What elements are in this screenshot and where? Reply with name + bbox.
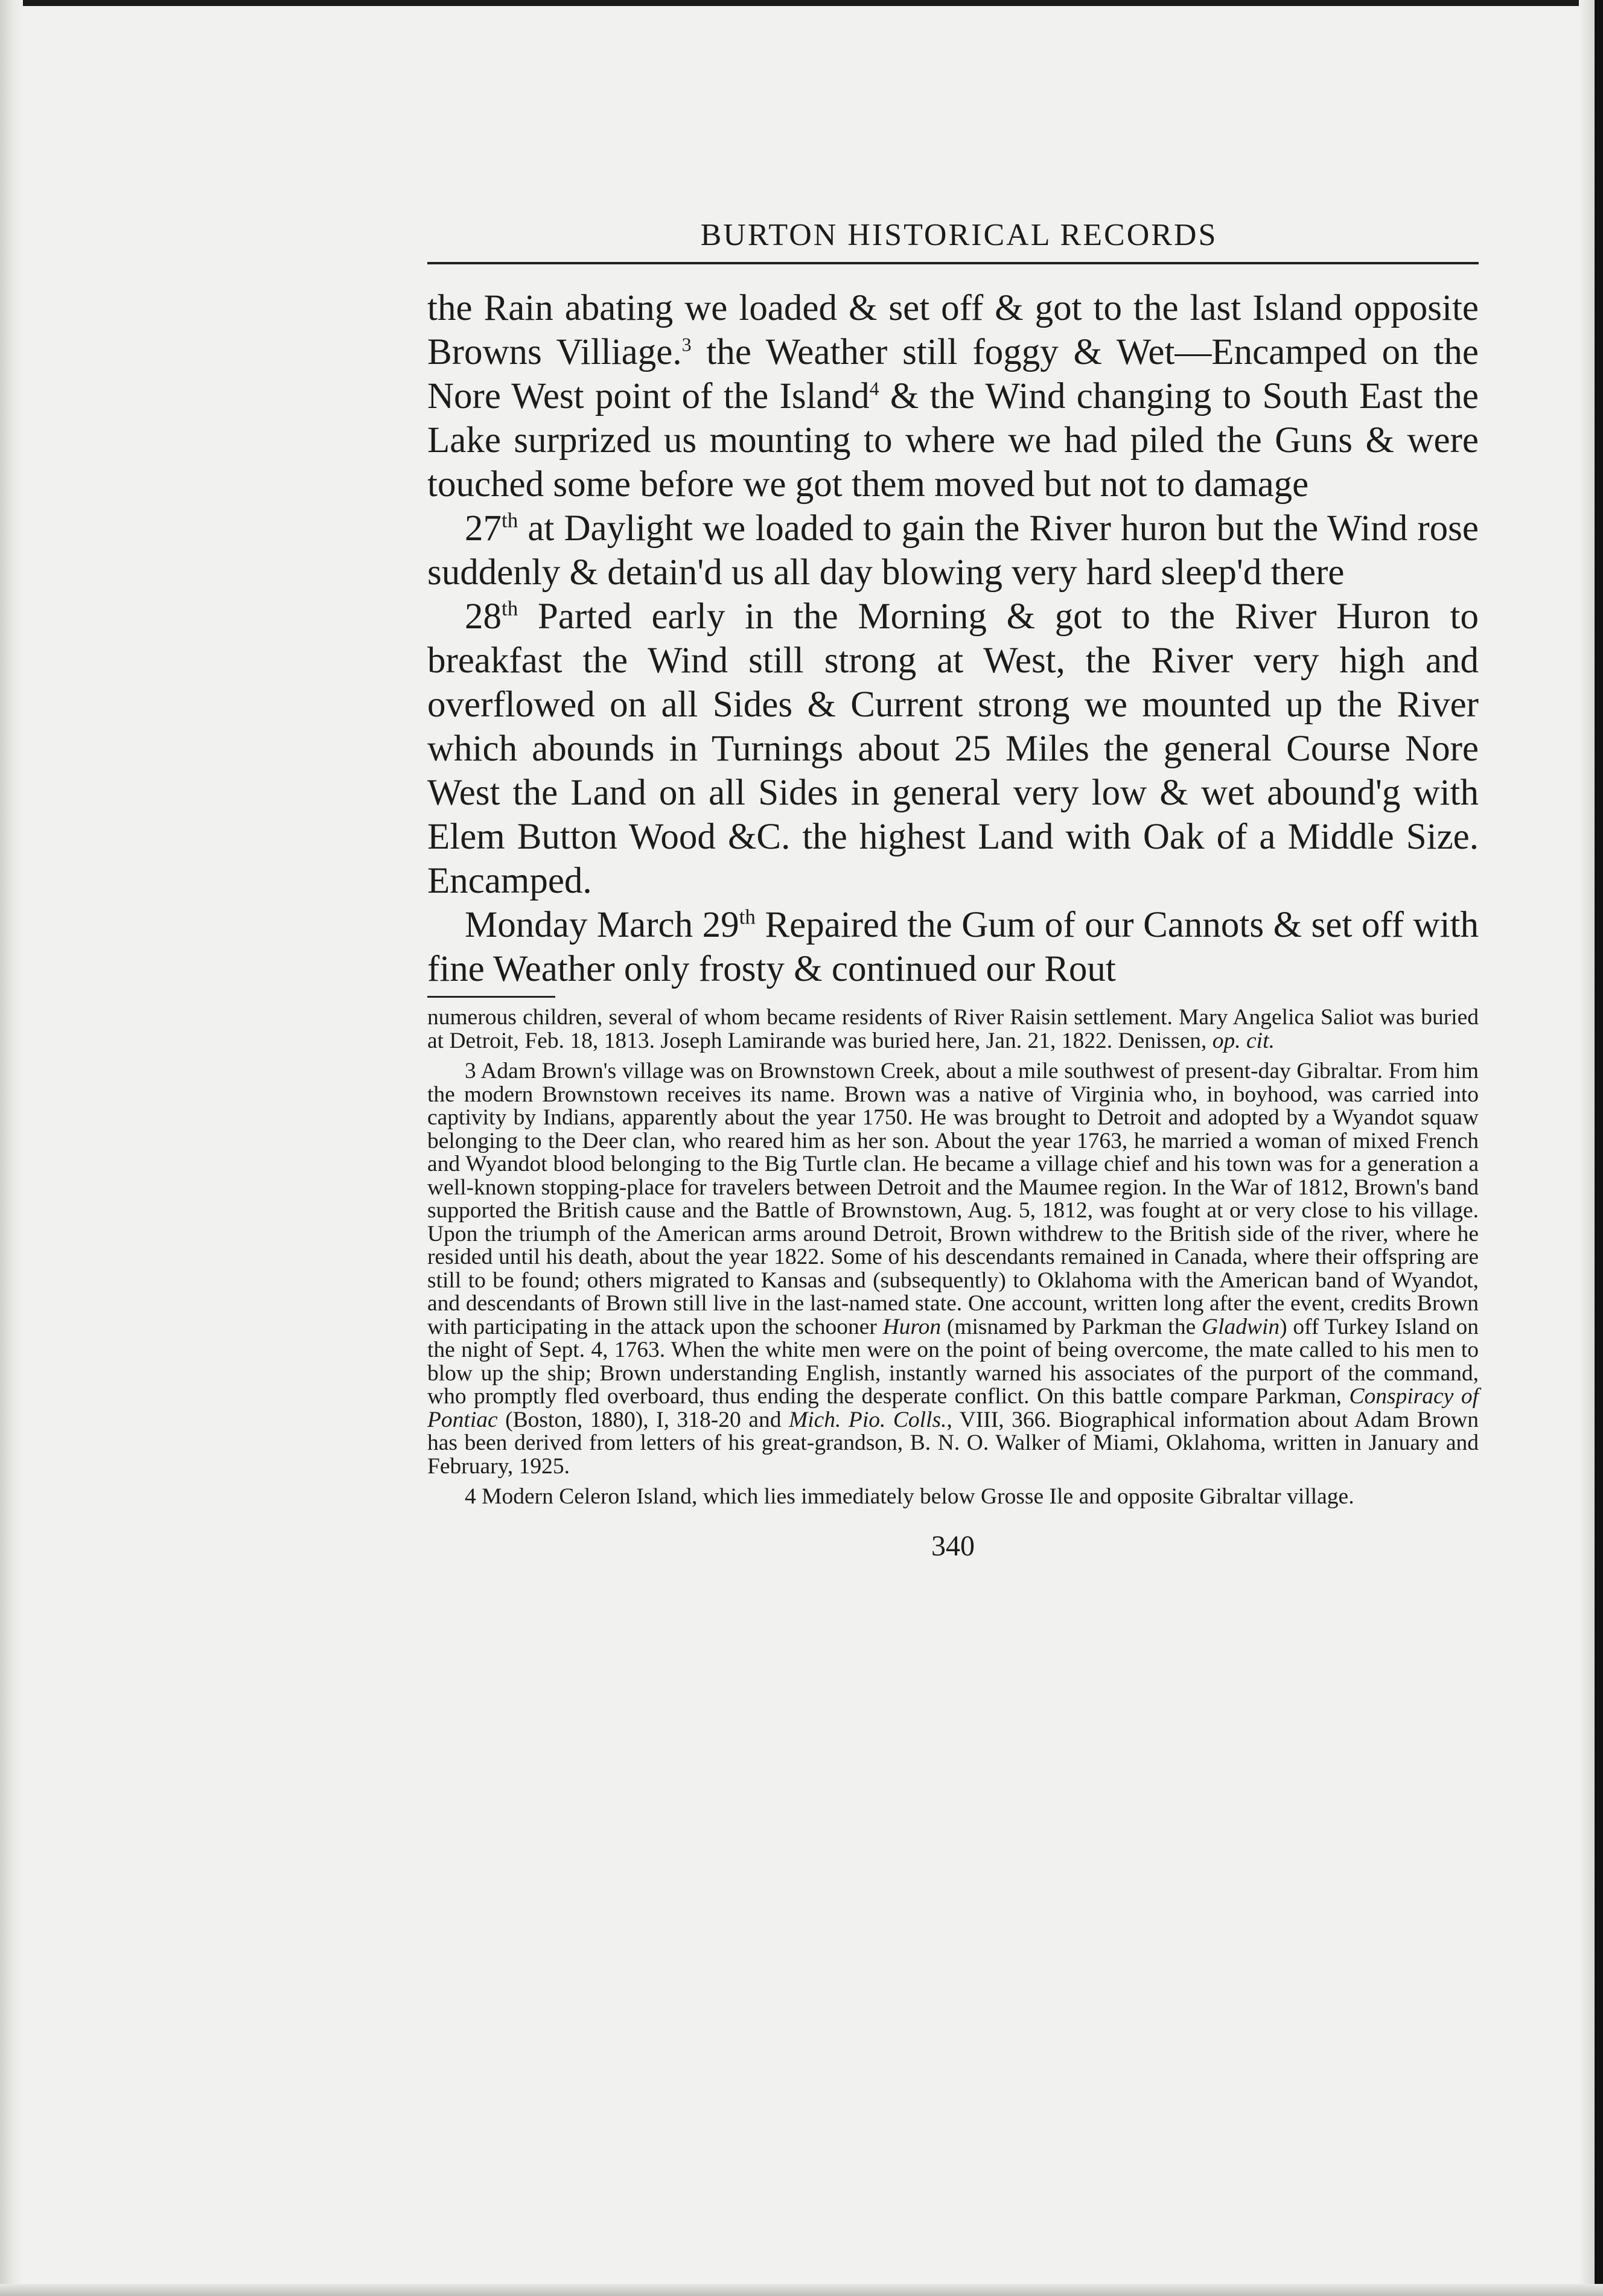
ordinal-suffix: th [739,905,756,929]
page-left-edge [0,0,23,2296]
footnote-4: 4 Modern Celeron Island, which lies immediately below Grosse Ile and opposite Gibraltar village. [465,1484,1354,1509]
book-title-italic: Mich. Pio. Colls. [788,1407,947,1432]
footnote-text-span: 3 Adam Brown's village was on Brownstown Creek, about a mile southwest of present-day Gibraltar. From him the modern Brownstown receives its name. Brown was a native of Virginia who, in boyhood, was carried into captivity by Indians, apparently about the year 1750. He was brought to Detroit and adopted by a Wyandot squaw belonging to the Deer clan, who reared him as her son. About the year 1763, he married a woman of mixed French and Wyandot blood belonging to the Big Turtle clan. He became a village chief and his town was for a generation a well-known stopping-place for travelers between Detroit and the Maumee region. In the War of 1812, Brown's band supported the British cause and the Battle of Brownstown, Aug. 5, 1812, was fought at or very close to his village. Upon the triumph of the American arms around Detroit, Brown withdrew to the British side of the river, where he resided until his death, about the year 1822. Some of his descendants remained in Canada, where their offspring are still to be found; others migrated to Kansas and (subsequently) to Oklahoma with the American band of Wyandot, and descendants of Brown still live in the last-named state. One account, written long after the event, credits Brown with participating in the attack upon the schooner [427,1059,1479,1339]
body-paragraph-1 [427,286,1479,506]
page-right-edge [1595,0,1603,2296]
footnote-rule [427,996,555,998]
footnotes [427,1006,1479,1509]
body-paragraph-4 [427,903,1479,991]
ordinal-suffix: th [502,508,518,532]
body-text-span: & the Wind changing to South East the Lake surprized us mounting to where we had piled the Guns & were touched some before we got them moved but not to damage [427,376,1479,505]
date-number: 27 [465,508,502,549]
body-text-span: Parted early in the Morning & got to the River Huron to breakfast the Wind still strong at West, the River very high and overflowed on all Sides & Current strong we mounted up the River which abounds in Turnings about 25 Miles the general Course Nore West the Land on all Sides in general very low & wet abound'g with Elem Button Wood &C. the highest Land with Oak of a Middle Size. Encamped. [427,596,1479,901]
body-text-span: Repaired the Gum of our Cannots & set off with fine Weather only frosty & continued our Rout [427,905,1479,989]
page-content [427,211,1479,1563]
page-right-shadow [1579,0,1595,2296]
footnote-text-span: ) off Turkey Island on the night of Sept. 4, 1763. When the white men were on the point of being overcome, the mate called to his men to blow up the ship; Brown understanding English, instantly warned his associates of the purport of the command, who promptly fled overboard, thus ending the desperate conflict. On this battle compare Parkman, [427,1314,1479,1409]
ship-name-italic: Gladwin [1201,1314,1280,1339]
body-text-span: at Daylight we loaded to gain the River huron but the Wind rose suddenly & detain'd us all day blowing very hard sleep'd there [427,508,1479,593]
footnote-marker-4: 4 [869,377,879,400]
footnote-3 [427,1060,1479,1478]
page-number: 340 [931,1529,975,1562]
page-top-edge [0,0,1603,6]
body-text [427,286,1479,991]
running-head-rule [427,262,1479,264]
footnote-text-span: , VIII, 366. Biographical information about Adam Brown has been derived from letters of his great-grandson, B. N. O. Walker of Miami, Oklahoma, written in January and February, 1925. [427,1407,1479,1479]
body-paragraph-2 [427,506,1479,595]
date-number: 28 [465,596,502,637]
book-title-italic: Conspiracy of Pontiac [427,1384,1479,1432]
footnote-marker-3: 3 [681,333,692,356]
footnote-text-span: (misnamed by Parkman the [941,1314,1202,1339]
footnote-text-span: numerous children, several of whom became residents of River Raisin settlement. Mary Angelica Saliot was buried at Detroit, Feb. 18, 1813. Joseph Lamirande was buried here, Jan. 21, 1822. Denissen, [427,1005,1479,1053]
body-text-span: Monday March 29 [465,905,739,945]
body-paragraph-3 [427,595,1479,903]
ship-name-italic: Huron [882,1314,942,1339]
running-head: BURTON HISTORICAL RECORDS [700,218,1218,252]
body-text-span: the Rain abating we loaded & set off & got to the last Island opposite Browns Villiage. [427,288,1479,372]
citation-italic: op. cit. [1212,1028,1275,1053]
footnote-text-span: (Boston, 1880), I, 318-20 and [497,1407,789,1432]
page-bottom-edge [0,2284,1603,2296]
ordinal-suffix: th [502,596,518,620]
footnote-continuation [427,1006,1479,1053]
body-text-span: the Weather still foggy & Wet—Encamped on the Nore West point of the Island [427,332,1479,416]
